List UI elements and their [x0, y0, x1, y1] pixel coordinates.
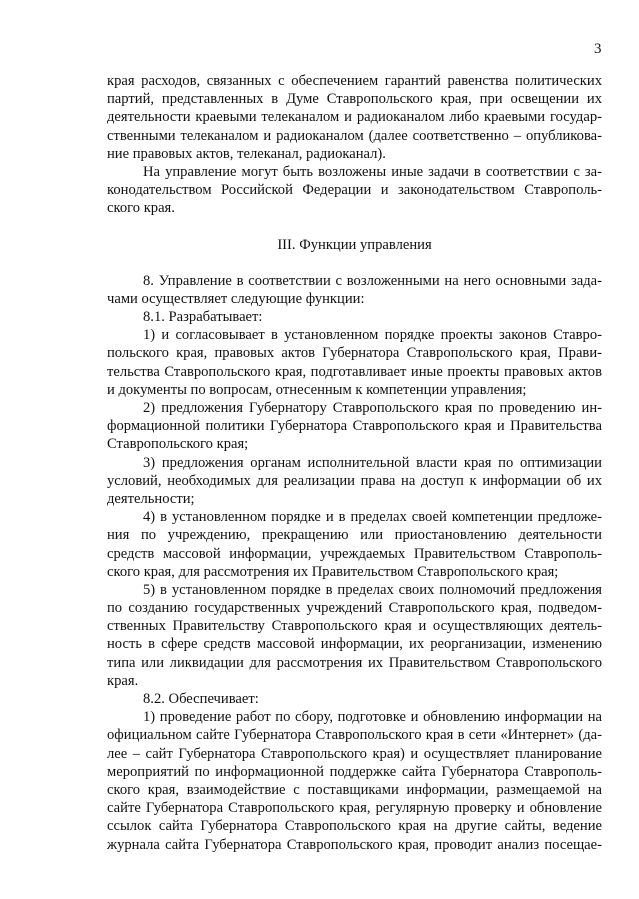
- text-line: ского края.: [107, 200, 175, 217]
- text-line: ния по учреждению, прекращению или приостановлению деятельности: [107, 527, 602, 544]
- text-line: 5) в установленном порядке в пределах своих полномочий предложения: [143, 581, 602, 598]
- item-8-1-2: [107, 399, 602, 454]
- text-line: На управление могут быть возложены иные задачи в соответствии с за-: [143, 163, 602, 180]
- text-line: конодательством Российской Федерации и законодательством Ставрополь-: [107, 182, 602, 199]
- paragraph-8: [107, 272, 602, 308]
- text-line: ние правовых актов, телеканал, радиоканал).: [107, 145, 386, 162]
- document-body: [107, 72, 602, 854]
- section-heading: III. Функции управления: [277, 236, 432, 253]
- item-8-1-1: [107, 326, 602, 399]
- paragraph-continuation: [107, 72, 602, 163]
- text-line: края.: [107, 672, 139, 689]
- text-line: ссылок сайта Губернатора Ставропольского края на другие сайты, ведение: [107, 818, 602, 835]
- text-line: и документы по вопросам, отнесенным к компетенции управления;: [107, 381, 527, 398]
- text-line: партий, представленных в Думе Ставропольского края, при освещении их: [107, 91, 602, 108]
- text-line: сайте Губернатора Ставропольского края, регулярную проверку и обновление: [107, 800, 602, 817]
- text-line: ность в сфере средств массовой информации, их реорганизации, изменению: [107, 636, 602, 653]
- text-line: мероприятий по информационной поддержке сайта Губернатора Ставрополь-: [107, 763, 602, 780]
- item-8-1-4: [107, 508, 602, 581]
- text-line: 2) предложения Губернатору Ставропольского края по проведению ин-: [143, 400, 602, 416]
- subsection-8-2-title: 8.2. Обеспечивает:: [143, 691, 259, 707]
- item-8-1-3: [107, 454, 602, 509]
- text-line: тельства Ставропольского края, подготавливает иные проекты правовых актов: [107, 363, 602, 380]
- text-line: ственными телеканалом и радиоканалом (далее соответственно – опубликова-: [107, 127, 602, 144]
- text-line: чами осуществляет следующие функции:: [107, 290, 365, 307]
- text-line: 1) проведение работ по сбору, подготовке и обновлению информации на: [143, 709, 602, 726]
- text-line: 8. Управление в соответствии с возложенными на него основными зада-: [143, 272, 602, 289]
- text-line: 3) предложения органам исполнительной власти края по оптимизации: [143, 454, 602, 471]
- text-line: деятельности краевыми телеканалом и радиоканалом либо краевыми государ-: [107, 109, 602, 126]
- text-line: средств массовой информации, учреждаемых Правительством Ставрополь-: [107, 545, 602, 562]
- text-line: ского края, для рассмотрения их Правительством Ставропольского края;: [107, 563, 559, 580]
- subsection-8-1-title: 8.1. Разрабатывает:: [143, 309, 263, 326]
- text-line: ского края, взаимодействие с поставщиками информации, размещаемой на: [107, 781, 602, 798]
- text-line: типа или ликвидации для рассмотрения их Правительством Ставропольского: [107, 654, 602, 671]
- item-8-1-5: [107, 581, 602, 690]
- text-line: 4) в установленном порядке и в пределах своей компетенции предложе-: [143, 509, 602, 526]
- text-line: журнала сайта Губернатора Ставропольского края, проводит анализ посещае-: [107, 836, 602, 853]
- text-line: формационной политики Губернатора Ставропольского края и Правительства: [107, 418, 602, 435]
- text-line: польского края, правовых актов Губернатора Ставропольского края, Прави-: [107, 345, 602, 362]
- page-number: 3: [594, 41, 602, 57]
- text-line: по созданию государственных учреждений Ставропольского края, подведом-: [107, 600, 602, 617]
- text-line: условий, необходимых для реализации права на доступ к информации об их: [107, 472, 602, 489]
- text-line: края расходов, связанных с обеспечением гарантий равенства политических: [107, 73, 602, 89]
- text-line: ственных Правительству Ставропольского края и осуществляющих деятель-: [107, 618, 602, 635]
- text-line: 1) и согласовывает в установленном порядке проекты законов Ставро-: [143, 327, 602, 344]
- text-line: официальном сайте Губернатора Ставропольского края в сети «Интернет» (да-: [107, 727, 602, 744]
- paragraph-other-tasks: [107, 163, 602, 218]
- text-line: Ставропольского края;: [107, 436, 249, 453]
- item-8-2-1: [107, 708, 602, 854]
- text-line: деятельности;: [107, 490, 195, 507]
- text-line: лее – сайт Губернатора Ставропольского края) и осуществляет планирование: [107, 745, 602, 762]
